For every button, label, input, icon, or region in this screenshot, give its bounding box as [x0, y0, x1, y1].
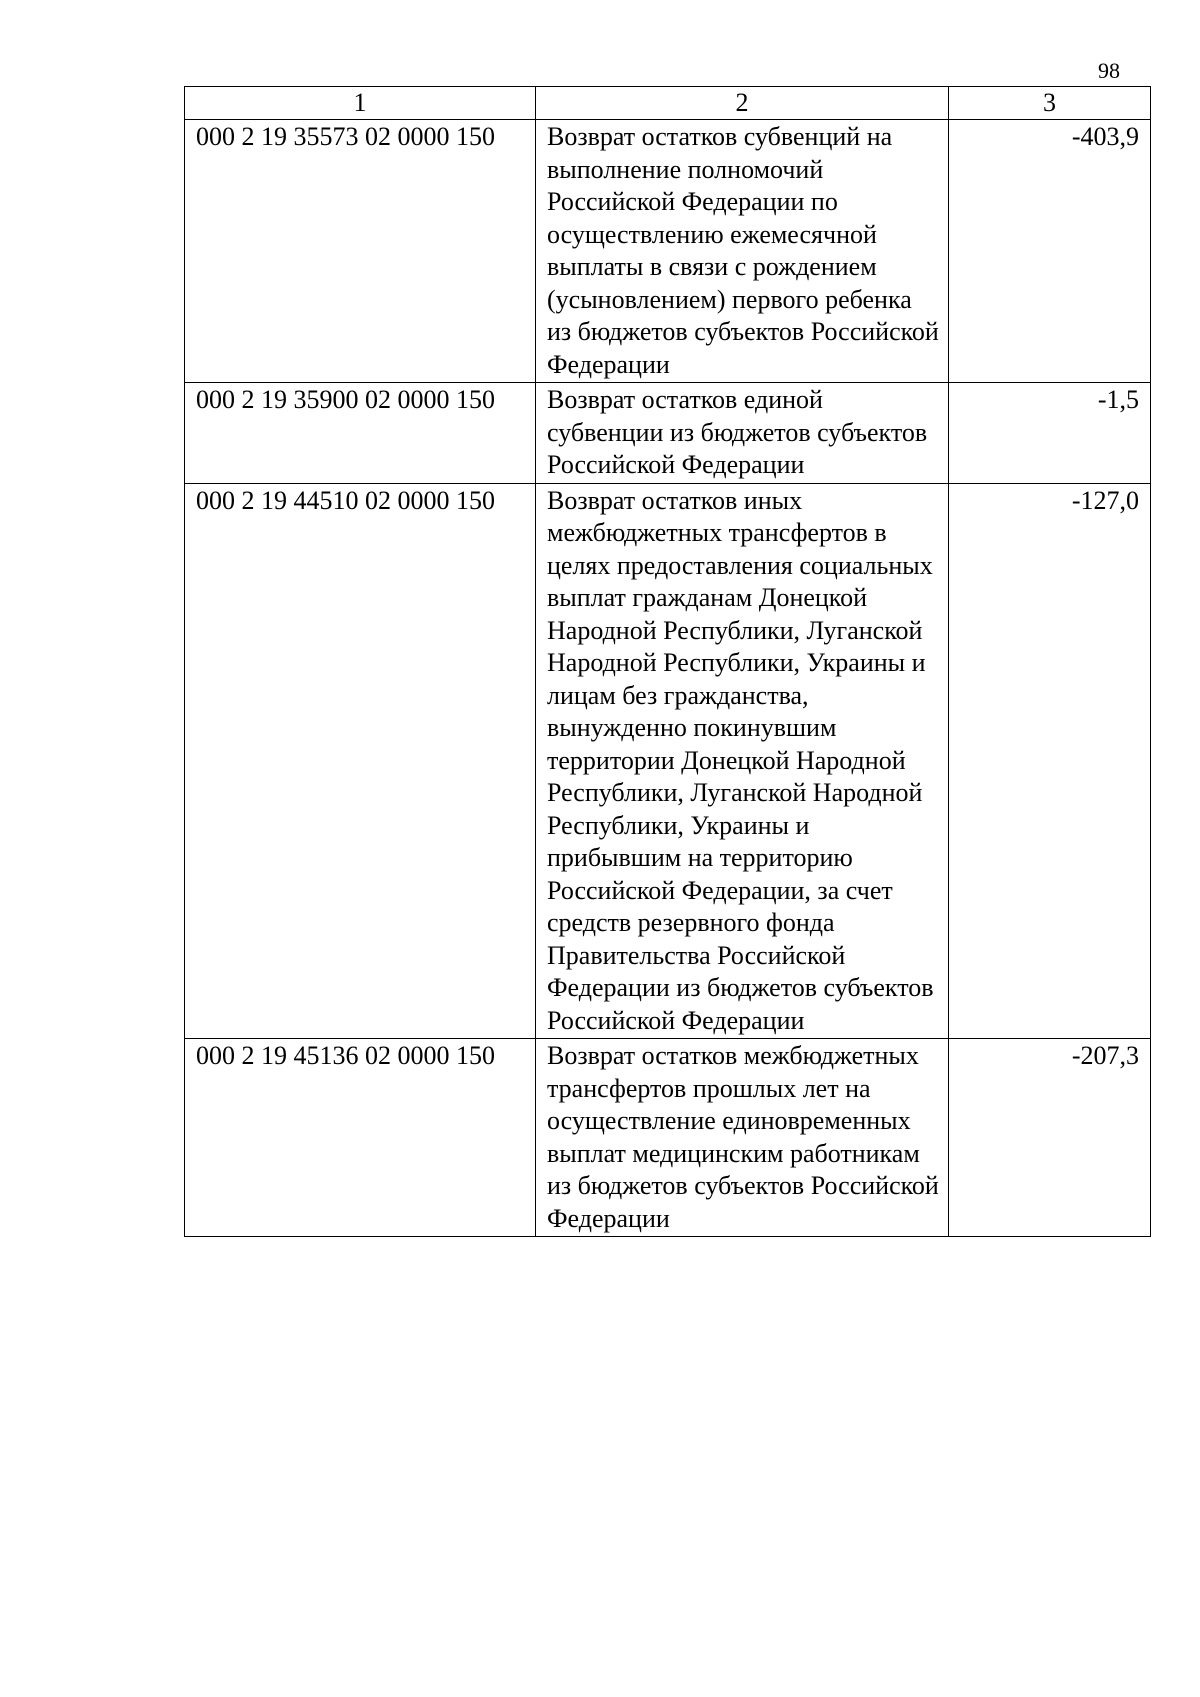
amount-cell: -127,0 [949, 483, 1151, 1039]
description-cell: Возврат остатков иных межбюджетных трансфертов в целях предоставления социальных выплат гражданам Донецкой Народной Республики, Луганской Народной Республики, Украины и лицам без гражданства, вынужденно покинувшим территории Донецкой Народной Республики, Луганской Народной Республики, Украины и прибывшим на территорию Российской Федерации, за счет средств резервного фонда Правительства Российской Федерации из бюджетов субъектов Российской Федерации [536, 483, 949, 1039]
amount-cell: -403,9 [949, 120, 1151, 383]
budget-code-cell: 000 2 19 35573 02 0000 150 [185, 120, 536, 383]
table-row [185, 383, 1151, 484]
budget-code-cell: 000 2 19 35900 02 0000 150 [185, 383, 536, 484]
budget-code-cell: 000 2 19 45136 02 0000 150 [185, 1039, 536, 1237]
table-row [185, 120, 1151, 383]
description-cell: Возврат остатков субвенций на выполнение полномочий Российской Федерации по осуществлению ежемесячной выплаты в связи с рождением (усыновлением) первого ребенка из бюджетов субъектов Российской Федерации [536, 120, 949, 383]
budget-table [184, 86, 1151, 1237]
column-header-3: 3 [949, 87, 1151, 120]
column-header-2: 2 [536, 87, 949, 120]
table-row [185, 1039, 1151, 1237]
table-row [185, 483, 1151, 1039]
description-cell: Возврат остатков межбюджетных трансфертов прошлых лет на осуществление единовременных выплат медицинским работникам из бюджетов субъектов Российской Федерации [536, 1039, 949, 1237]
table-header-row [185, 87, 1151, 120]
amount-cell: -1,5 [949, 383, 1151, 484]
amount-cell: -207,3 [949, 1039, 1151, 1237]
page-number: 98 [1098, 58, 1120, 83]
description-cell: Возврат остатков единой субвенции из бюджетов субъектов Российской Федерации [536, 383, 949, 484]
column-header-1: 1 [185, 87, 536, 120]
budget-code-cell: 000 2 19 44510 02 0000 150 [185, 483, 536, 1039]
